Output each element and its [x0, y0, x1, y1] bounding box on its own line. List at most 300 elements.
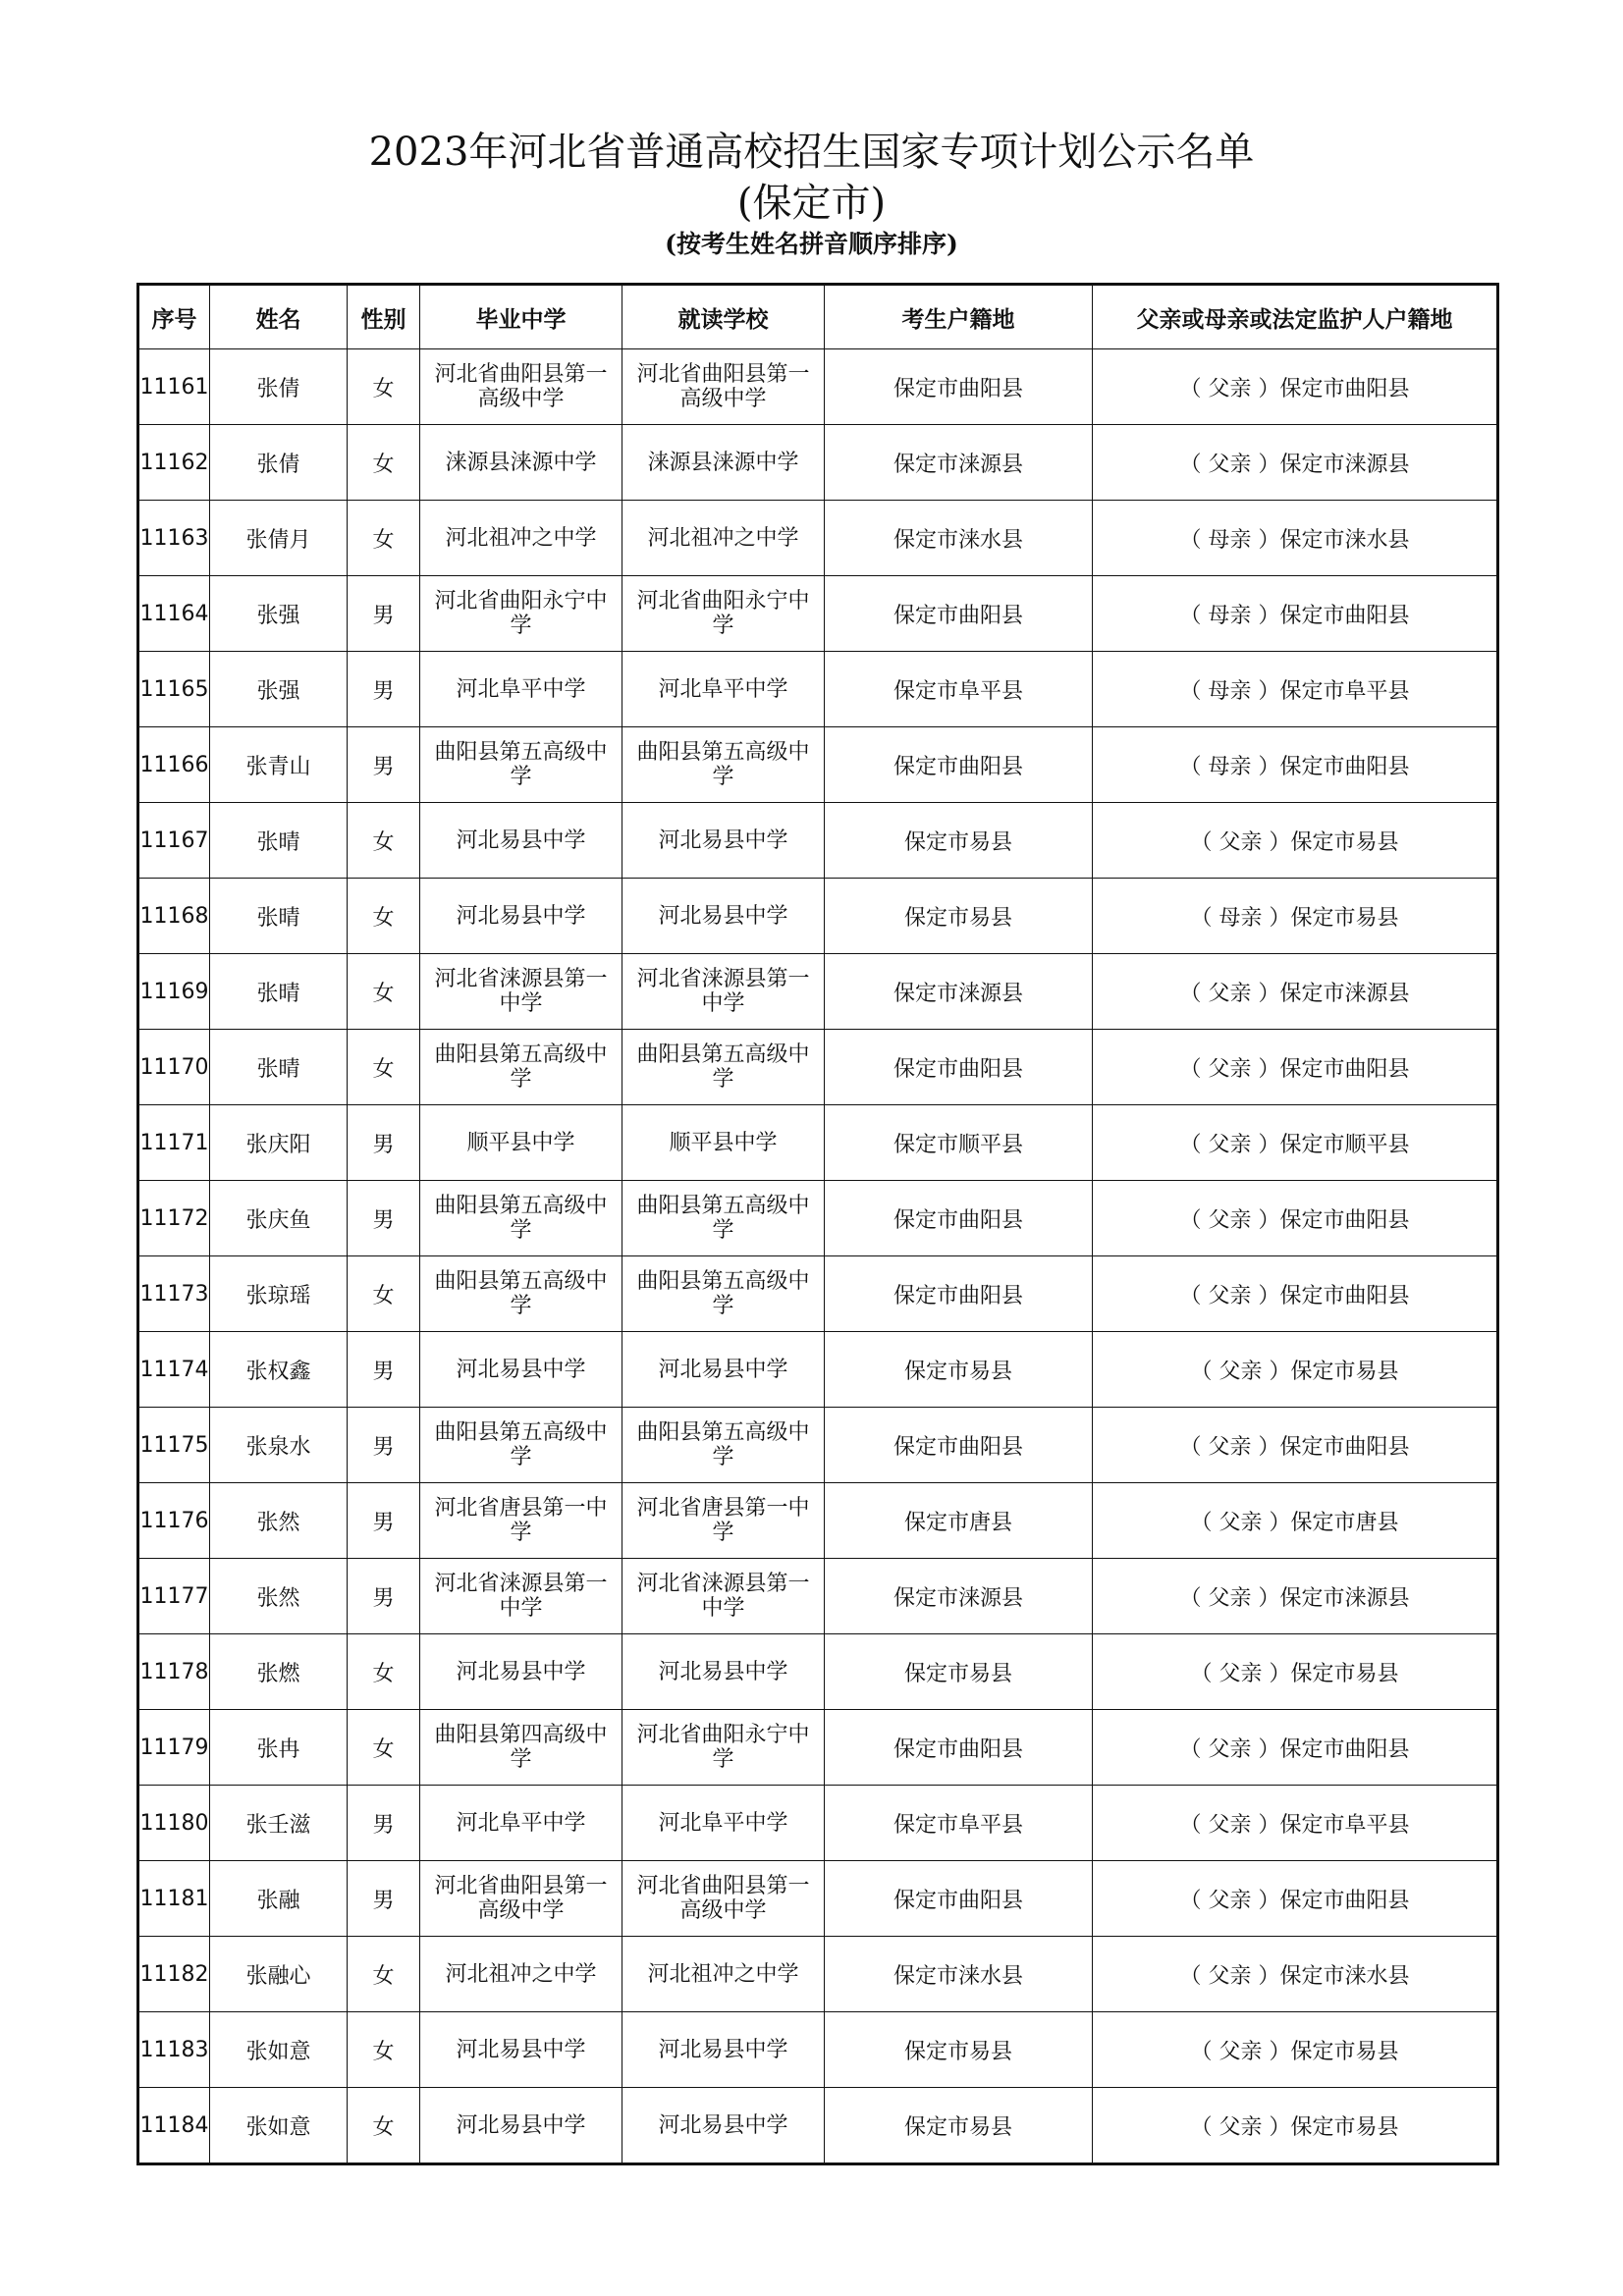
seq-cell: 11173	[138, 1256, 210, 1332]
guardian-hukou-text: （ 父亲 ）保定市阜平县	[1179, 1812, 1410, 1838]
hukou-cell: 保定市曲阳县	[825, 1181, 1093, 1256]
guardian-hukou-cell	[1093, 1634, 1498, 1710]
seq-cell: 11163	[138, 501, 210, 576]
name-cell: 张冉	[210, 1710, 348, 1786]
grad-school-cell	[420, 1332, 622, 1408]
table-row	[138, 1559, 1498, 1634]
gender-cell: 女	[348, 2012, 420, 2088]
seq-cell: 11164	[138, 576, 210, 652]
name-cell: 张融	[210, 1861, 348, 1937]
guardian-hukou-text: （ 母亲 ）保定市曲阳县	[1179, 603, 1410, 628]
current-school-cell	[622, 2088, 825, 2164]
current-school-text: 曲阳县第五高级中学	[636, 740, 810, 789]
guardian-hukou-place: 保定市涞源县	[1279, 452, 1410, 477]
document-title: 2023年河北省普通高校招生国家专项计划公示名单	[368, 130, 1255, 175]
table-row	[138, 1861, 1498, 1937]
grad-school-cell	[420, 954, 622, 1030]
guardian-hukou-text: （ 父亲 ）保定市曲阳县	[1179, 376, 1410, 401]
current-school-text: 河北省曲阳永宁中学	[636, 589, 810, 638]
column-header-name: 姓名	[210, 285, 348, 349]
name-cell: 张泉水	[210, 1408, 348, 1483]
current-school-text: 河北省曲阳永宁中学	[636, 1723, 810, 1772]
guardian-relation: 父亲	[1208, 1812, 1252, 1838]
guardian-hukou-place: 保定市易县	[1290, 1359, 1399, 1384]
guardian-relation: 父亲	[1208, 1434, 1252, 1460]
gender-cell: 男	[348, 1408, 420, 1483]
hukou-cell: 保定市易县	[825, 1332, 1093, 1408]
guardian-relation: 父亲	[1208, 1283, 1252, 1308]
guardian-hukou-cell	[1093, 652, 1498, 727]
current-school-cell	[622, 954, 825, 1030]
current-school-cell	[622, 425, 825, 501]
current-school-cell	[622, 1710, 825, 1786]
table-row	[138, 1105, 1498, 1181]
seq-cell: 11172	[138, 1181, 210, 1256]
guardian-relation: 父亲	[1208, 1056, 1252, 1082]
guardian-hukou-cell	[1093, 1710, 1498, 1786]
guardian-relation: 父亲	[1208, 1132, 1252, 1157]
student-roster-table	[136, 283, 1499, 2165]
name-cell: 张晴	[210, 954, 348, 1030]
guardian-hukou-cell	[1093, 2088, 1498, 2164]
table-row	[138, 652, 1498, 727]
guardian-hukou-place: 保定市曲阳县	[1279, 1434, 1410, 1460]
table-row	[138, 349, 1498, 425]
grad-school-text: 河北省唐县第一中学	[434, 1496, 608, 1545]
grad-school-cell	[420, 1559, 622, 1634]
name-cell: 张壬滋	[210, 1786, 348, 1861]
hukou-cell: 保定市易县	[825, 803, 1093, 879]
guardian-hukou-place: 保定市涞水县	[1279, 527, 1410, 553]
gender-cell: 男	[348, 1332, 420, 1408]
name-cell: 张琼瑶	[210, 1256, 348, 1332]
guardian-hukou-text: （ 父亲 ）保定市曲阳县	[1179, 1056, 1410, 1082]
seq-cell: 11182	[138, 1937, 210, 2012]
grad-school-text: 河北省曲阳县第一高级中学	[434, 362, 608, 411]
hukou-cell: 保定市涞源县	[825, 1559, 1093, 1634]
name-cell: 张权鑫	[210, 1332, 348, 1408]
current-school-text: 河北阜平中学	[658, 1810, 788, 1836]
column-header-current-school: 就读学校	[622, 285, 825, 349]
guardian-hukou-cell	[1093, 501, 1498, 576]
guardian-hukou-place: 保定市阜平县	[1279, 678, 1410, 704]
guardian-hukou-place: 保定市顺平县	[1279, 1132, 1410, 1157]
table-row	[138, 803, 1498, 879]
name-cell: 张如意	[210, 2012, 348, 2088]
guardian-relation: 父亲	[1208, 1736, 1252, 1762]
grad-school-text: 河北易县中学	[456, 2037, 586, 2062]
guardian-hukou-place: 保定市曲阳县	[1279, 1207, 1410, 1233]
guardian-hukou-cell	[1093, 349, 1498, 425]
gender-cell: 男	[348, 1483, 420, 1559]
seq-cell: 11175	[138, 1408, 210, 1483]
guardian-hukou-cell	[1093, 727, 1498, 803]
current-school-text: 曲阳县第五高级中学	[636, 1042, 810, 1092]
hukou-cell: 保定市顺平县	[825, 1105, 1093, 1181]
current-school-cell	[622, 1483, 825, 1559]
grad-school-text: 曲阳县第五高级中学	[434, 1420, 608, 1469]
grad-school-cell	[420, 727, 622, 803]
seq-cell: 11171	[138, 1105, 210, 1181]
table-row	[138, 1408, 1498, 1483]
guardian-hukou-text: （ 母亲 ）保定市易县	[1190, 905, 1399, 931]
current-school-text: 河北易县中学	[658, 903, 788, 929]
current-school-cell	[622, 576, 825, 652]
guardian-hukou-cell	[1093, 425, 1498, 501]
guardian-hukou-text: （ 父亲 ）保定市曲阳县	[1179, 1736, 1410, 1762]
hukou-cell: 保定市阜平县	[825, 1786, 1093, 1861]
current-school-cell	[622, 2012, 825, 2088]
seq-cell: 11168	[138, 879, 210, 954]
seq-cell: 11170	[138, 1030, 210, 1105]
guardian-hukou-place: 保定市易县	[1290, 2039, 1399, 2064]
table-row	[138, 1256, 1498, 1332]
grad-school-text: 河北易县中学	[456, 903, 586, 929]
table-row	[138, 1786, 1498, 1861]
grad-school-cell	[420, 1408, 622, 1483]
grad-school-text: 河北易县中学	[456, 1357, 586, 1382]
grad-school-cell	[420, 1710, 622, 1786]
grad-school-text: 河北祖冲之中学	[445, 525, 597, 551]
grad-school-cell	[420, 1861, 622, 1937]
table-row	[138, 727, 1498, 803]
guardian-hukou-text: （ 父亲 ）保定市唐县	[1190, 1510, 1399, 1535]
guardian-relation: 父亲	[1208, 452, 1252, 477]
hukou-cell: 保定市曲阳县	[825, 1256, 1093, 1332]
current-school-cell	[622, 1408, 825, 1483]
guardian-hukou-text: （ 父亲 ）保定市曲阳县	[1179, 1207, 1410, 1233]
grad-school-text: 河北易县中学	[456, 1659, 586, 1684]
guardian-hukou-text: （ 母亲 ）保定市阜平县	[1179, 678, 1410, 704]
table-body	[138, 349, 1498, 2164]
current-school-text: 河北易县中学	[658, 1357, 788, 1382]
name-cell: 张倩月	[210, 501, 348, 576]
current-school-cell	[622, 1332, 825, 1408]
hukou-cell: 保定市易县	[825, 2088, 1093, 2164]
guardian-hukou-text: （ 父亲 ）保定市涞水县	[1179, 1963, 1410, 1989]
current-school-cell	[622, 727, 825, 803]
table-row	[138, 1181, 1498, 1256]
column-header-gender: 性别	[348, 285, 420, 349]
grad-school-text: 曲阳县第五高级中学	[434, 740, 608, 789]
gender-cell: 男	[348, 576, 420, 652]
hukou-cell: 保定市易县	[825, 879, 1093, 954]
seq-cell: 11162	[138, 425, 210, 501]
current-school-text: 河北省曲阳县第一高级中学	[636, 362, 810, 411]
guardian-relation: 父亲	[1208, 1963, 1252, 1989]
name-cell: 张青山	[210, 727, 348, 803]
grad-school-text: 河北易县中学	[456, 2112, 586, 2138]
grad-school-cell	[420, 1030, 622, 1105]
current-school-cell	[622, 1786, 825, 1861]
name-cell: 张庆阳	[210, 1105, 348, 1181]
current-school-text: 河北易县中学	[658, 2037, 788, 2062]
seq-cell: 11180	[138, 1786, 210, 1861]
guardian-hukou-text: （ 父亲 ）保定市曲阳县	[1179, 1283, 1410, 1308]
guardian-hukou-cell	[1093, 1256, 1498, 1332]
grad-school-text: 曲阳县第五高级中学	[434, 1042, 608, 1092]
guardian-hukou-cell	[1093, 1181, 1498, 1256]
table-row	[138, 954, 1498, 1030]
grad-school-text: 曲阳县第五高级中学	[434, 1269, 608, 1318]
current-school-text: 河北省涞源县第一中学	[636, 1572, 810, 1621]
hukou-cell: 保定市曲阳县	[825, 1861, 1093, 1937]
name-cell: 张如意	[210, 2088, 348, 2164]
grad-school-text: 河北省曲阳县第一高级中学	[434, 1874, 608, 1923]
current-school-cell	[622, 1181, 825, 1256]
guardian-hukou-place: 保定市易县	[1290, 829, 1399, 855]
guardian-hukou-text: （ 父亲 ）保定市易县	[1190, 1359, 1399, 1384]
current-school-text: 河北省唐县第一中学	[636, 1496, 810, 1545]
current-school-cell	[622, 1256, 825, 1332]
gender-cell: 男	[348, 727, 420, 803]
guardian-hukou-place: 保定市易县	[1290, 2114, 1399, 2140]
current-school-text: 河北省曲阳县第一高级中学	[636, 1874, 810, 1923]
guardian-relation: 父亲	[1208, 1888, 1252, 1913]
guardian-hukou-cell	[1093, 954, 1498, 1030]
guardian-hukou-place: 保定市易县	[1290, 905, 1399, 931]
gender-cell: 男	[348, 652, 420, 727]
guardian-hukou-place: 保定市涞源县	[1279, 1585, 1410, 1611]
grad-school-cell	[420, 1483, 622, 1559]
gender-cell: 女	[348, 349, 420, 425]
table-row	[138, 1710, 1498, 1786]
current-school-text: 河北易县中学	[658, 828, 788, 853]
guardian-hukou-place: 保定市曲阳县	[1279, 754, 1410, 779]
table-row	[138, 1332, 1498, 1408]
column-header-seq: 序号	[138, 285, 210, 349]
seq-cell: 11183	[138, 2012, 210, 2088]
name-cell: 张强	[210, 652, 348, 727]
gender-cell: 女	[348, 2088, 420, 2164]
hukou-cell: 保定市易县	[825, 2012, 1093, 2088]
gender-cell: 男	[348, 1105, 420, 1181]
grad-school-text: 河北易县中学	[456, 828, 586, 853]
guardian-hukou-text: （ 父亲 ）保定市易县	[1190, 829, 1399, 855]
gender-cell: 女	[348, 803, 420, 879]
grad-school-text: 曲阳县第四高级中学	[434, 1723, 608, 1772]
column-header-grad-school: 毕业中学	[420, 285, 622, 349]
gender-cell: 女	[348, 1256, 420, 1332]
current-school-text: 河北省涞源县第一中学	[636, 967, 810, 1016]
grad-school-cell	[420, 1937, 622, 2012]
current-school-cell	[622, 501, 825, 576]
current-school-cell	[622, 1861, 825, 1937]
current-school-cell	[622, 1030, 825, 1105]
seq-cell: 11179	[138, 1710, 210, 1786]
gender-cell: 女	[348, 1030, 420, 1105]
gender-cell: 女	[348, 425, 420, 501]
gender-cell: 女	[348, 1937, 420, 2012]
grad-school-cell	[420, 2088, 622, 2164]
hukou-cell: 保定市涞源县	[825, 425, 1093, 501]
guardian-hukou-place: 保定市曲阳县	[1279, 603, 1410, 628]
guardian-relation: 父亲	[1208, 376, 1252, 401]
grad-school-cell	[420, 425, 622, 501]
name-cell: 张庆鱼	[210, 1181, 348, 1256]
grad-school-text: 河北省涞源县第一中学	[434, 967, 608, 1016]
guardian-hukou-cell	[1093, 1559, 1498, 1634]
gender-cell: 女	[348, 954, 420, 1030]
guardian-relation: 母亲	[1208, 527, 1252, 553]
guardian-hukou-cell	[1093, 2012, 1498, 2088]
guardian-hukou-place: 保定市阜平县	[1279, 1812, 1410, 1838]
name-cell: 张晴	[210, 803, 348, 879]
grad-school-text: 顺平县中学	[466, 1130, 575, 1155]
current-school-text: 曲阳县第五高级中学	[636, 1420, 810, 1469]
grad-school-text: 河北阜平中学	[456, 1810, 586, 1836]
current-school-text: 曲阳县第五高级中学	[636, 1194, 810, 1243]
table-row	[138, 1483, 1498, 1559]
guardian-hukou-place: 保定市涞水县	[1279, 1963, 1410, 1989]
table-row	[138, 1030, 1498, 1105]
current-school-text: 河北阜平中学	[658, 676, 788, 702]
guardian-hukou-text: （ 父亲 ）保定市易县	[1190, 2114, 1399, 2140]
document-subtitle: (保定市)	[736, 181, 887, 226]
name-cell: 张晴	[210, 879, 348, 954]
guardian-relation: 父亲	[1218, 1510, 1263, 1535]
seq-cell: 11161	[138, 349, 210, 425]
hukou-cell: 保定市曲阳县	[825, 1408, 1093, 1483]
guardian-hukou-cell	[1093, 1861, 1498, 1937]
name-cell: 张然	[210, 1559, 348, 1634]
gender-cell: 男	[348, 1181, 420, 1256]
table-row	[138, 425, 1498, 501]
table-row	[138, 2012, 1498, 2088]
current-school-text: 曲阳县第五高级中学	[636, 1269, 810, 1318]
hukou-cell: 保定市易县	[825, 1634, 1093, 1710]
column-header-guardian-hukou: 父亲或母亲或法定监护人户籍地	[1093, 285, 1498, 349]
gender-cell: 男	[348, 1861, 420, 1937]
guardian-hukou-text: （ 父亲 ）保定市涞源县	[1179, 1585, 1410, 1611]
current-school-text: 河北祖冲之中学	[647, 1961, 799, 1987]
guardian-relation: 父亲	[1218, 1661, 1263, 1686]
current-school-cell	[622, 652, 825, 727]
current-school-cell	[622, 1105, 825, 1181]
name-cell: 张燃	[210, 1634, 348, 1710]
guardian-hukou-cell	[1093, 1786, 1498, 1861]
guardian-hukou-place: 保定市曲阳县	[1279, 1736, 1410, 1762]
guardian-relation: 父亲	[1218, 829, 1263, 855]
grad-school-text: 曲阳县第五高级中学	[434, 1194, 608, 1243]
guardian-hukou-place: 保定市易县	[1290, 1661, 1399, 1686]
grad-school-cell	[420, 1786, 622, 1861]
current-school-text: 河北祖冲之中学	[647, 525, 799, 551]
hukou-cell: 保定市曲阳县	[825, 1710, 1093, 1786]
current-school-cell	[622, 1634, 825, 1710]
guardian-relation: 母亲	[1208, 603, 1252, 628]
grad-school-cell	[420, 652, 622, 727]
current-school-cell	[622, 1559, 825, 1634]
grad-school-cell	[420, 879, 622, 954]
grad-school-text: 河北省涞源县第一中学	[434, 1572, 608, 1621]
seq-cell: 11167	[138, 803, 210, 879]
current-school-cell	[622, 349, 825, 425]
guardian-hukou-text: （ 母亲 ）保定市曲阳县	[1179, 754, 1410, 779]
gender-cell: 女	[348, 501, 420, 576]
guardian-relation: 父亲	[1218, 2114, 1263, 2140]
guardian-hukou-text: （ 父亲 ）保定市曲阳县	[1179, 1888, 1410, 1913]
name-cell: 张然	[210, 1483, 348, 1559]
guardian-hukou-place: 保定市曲阳县	[1279, 1056, 1410, 1082]
table-row	[138, 576, 1498, 652]
grad-school-cell	[420, 1105, 622, 1181]
guardian-hukou-text: （ 父亲 ）保定市顺平县	[1179, 1132, 1410, 1157]
name-cell: 张倩	[210, 425, 348, 501]
guardian-hukou-cell	[1093, 879, 1498, 954]
name-cell: 张倩	[210, 349, 348, 425]
table-row	[138, 1634, 1498, 1710]
grad-school-text: 涞源县涞源中学	[445, 450, 597, 475]
guardian-hukou-place: 保定市涞源县	[1279, 981, 1410, 1006]
hukou-cell: 保定市阜平县	[825, 652, 1093, 727]
name-cell: 张强	[210, 576, 348, 652]
sort-order-note: (按考生姓名拼音顺序排序)	[665, 230, 958, 258]
current-school-text: 河北易县中学	[658, 2112, 788, 2138]
current-school-text: 河北易县中学	[658, 1659, 788, 1684]
grad-school-cell	[420, 1181, 622, 1256]
guardian-hukou-place: 保定市曲阳县	[1279, 1283, 1410, 1308]
grad-school-text: 河北祖冲之中学	[445, 1961, 597, 1987]
hukou-cell: 保定市唐县	[825, 1483, 1093, 1559]
guardian-relation: 父亲	[1218, 2039, 1263, 2064]
guardian-relation: 父亲	[1208, 1207, 1252, 1233]
seq-cell: 11169	[138, 954, 210, 1030]
hukou-cell: 保定市涞水县	[825, 1937, 1093, 2012]
current-school-text: 顺平县中学	[669, 1130, 778, 1155]
seq-cell: 11176	[138, 1483, 210, 1559]
grad-school-cell	[420, 501, 622, 576]
grad-school-cell	[420, 576, 622, 652]
table-header-row	[138, 285, 1498, 349]
seq-cell: 11165	[138, 652, 210, 727]
current-school-text: 涞源县涞源中学	[647, 450, 799, 475]
hukou-cell: 保定市曲阳县	[825, 349, 1093, 425]
guardian-hukou-place: 保定市曲阳县	[1279, 376, 1410, 401]
seq-cell: 11177	[138, 1559, 210, 1634]
guardian-hukou-text: （ 父亲 ）保定市易县	[1190, 1661, 1399, 1686]
gender-cell: 男	[348, 1786, 420, 1861]
guardian-hukou-cell	[1093, 803, 1498, 879]
grad-school-cell	[420, 1634, 622, 1710]
name-cell: 张融心	[210, 1937, 348, 2012]
guardian-hukou-cell	[1093, 1105, 1498, 1181]
guardian-hukou-cell	[1093, 1030, 1498, 1105]
guardian-hukou-cell	[1093, 1332, 1498, 1408]
hukou-cell: 保定市曲阳县	[825, 576, 1093, 652]
table-row	[138, 501, 1498, 576]
seq-cell: 11178	[138, 1634, 210, 1710]
current-school-cell	[622, 879, 825, 954]
hukou-cell: 保定市曲阳县	[825, 1030, 1093, 1105]
hukou-cell: 保定市曲阳县	[825, 727, 1093, 803]
hukou-cell: 保定市涞源县	[825, 954, 1093, 1030]
guardian-relation: 父亲	[1208, 981, 1252, 1006]
gender-cell: 女	[348, 1710, 420, 1786]
guardian-hukou-text: （ 父亲 ）保定市曲阳县	[1179, 1434, 1410, 1460]
grad-school-cell	[420, 1256, 622, 1332]
guardian-hukou-cell	[1093, 1408, 1498, 1483]
guardian-hukou-cell	[1093, 1483, 1498, 1559]
guardian-relation: 父亲	[1218, 1359, 1263, 1384]
gender-cell: 男	[348, 1559, 420, 1634]
guardian-relation: 母亲	[1208, 754, 1252, 779]
current-school-cell	[622, 1937, 825, 2012]
grad-school-cell	[420, 803, 622, 879]
guardian-hukou-place: 保定市曲阳县	[1279, 1888, 1410, 1913]
gender-cell: 女	[348, 1634, 420, 1710]
guardian-hukou-text: （ 母亲 ）保定市涞水县	[1179, 527, 1410, 553]
